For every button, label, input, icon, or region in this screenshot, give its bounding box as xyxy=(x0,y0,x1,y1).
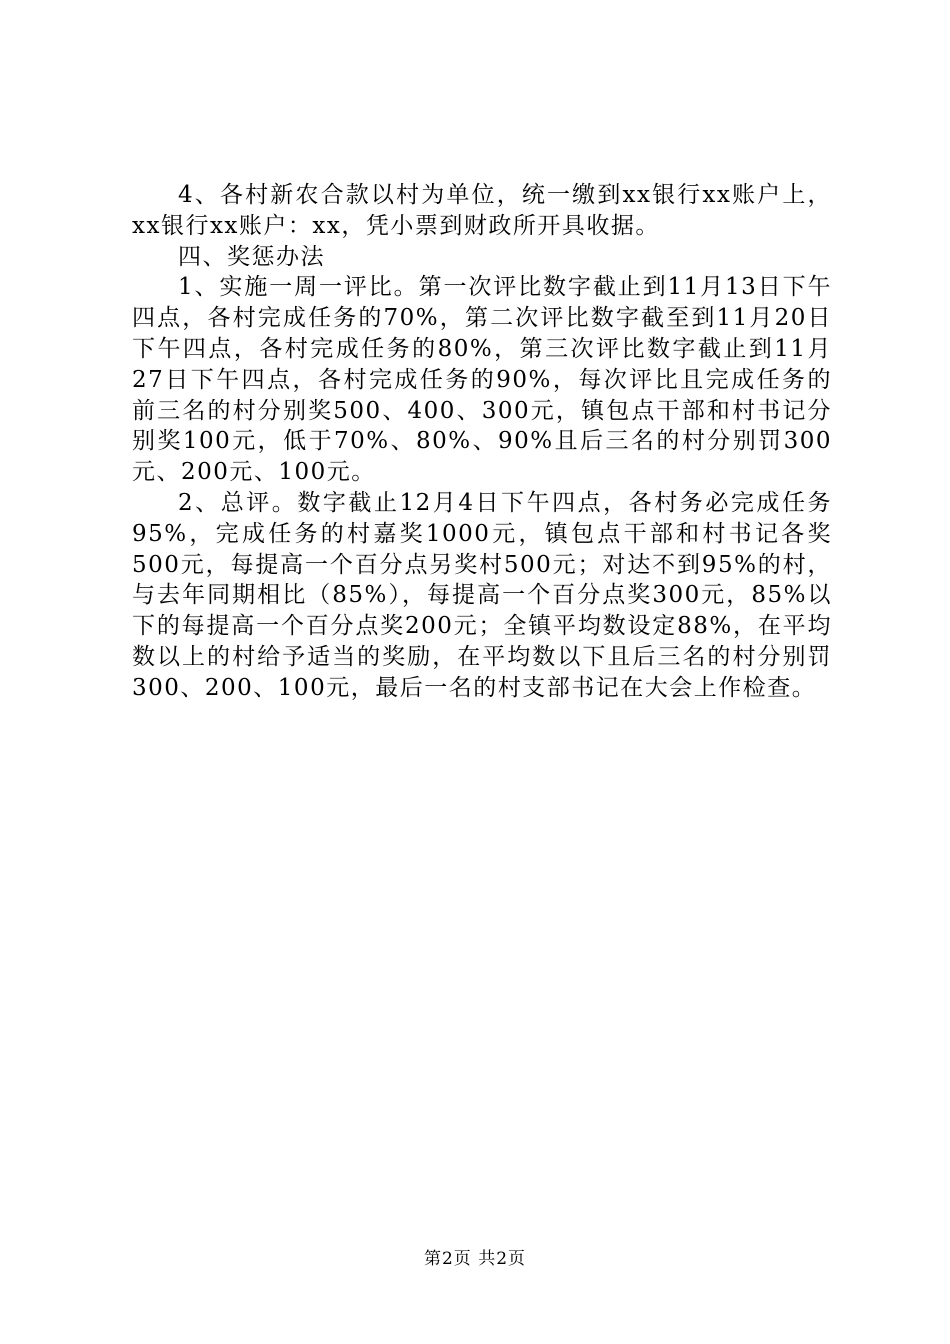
paragraph-item-4: 4、各村新农合款以村为单位，统一缴到xx银行xx账户上，xx银行xx账户：xx，凭小票到财政所开具收据。 xyxy=(132,182,832,239)
document-body xyxy=(132,180,832,704)
section-heading-rewards-penalties: 四、奖惩办法 xyxy=(178,243,325,270)
paragraph-weekly-evaluation: 1、实施一周一评比。第一次评比数字截止到11月13日下午四点，各村完成任务的70%，第二次评比数字截至到11月20日下午四点，各村完成任务的80%，第三次评比数字截止到11月27日下午四点，各村完成任务的90%，每次评比且完成任务的前三名的村分别奖500、400、300元，镇包点干部和村书记分别奖100元，低于70%、80%、90%且后三名的村分别罚300元、200元、100元。 xyxy=(132,274,832,486)
page-footer: 第2页 共2页 xyxy=(423,1249,527,1269)
paragraph-overall-evaluation: 2、总评。数字截止12月4日下午四点，各村务必完成任务95%，完成任务的村嘉奖1000元，镇包点干部和村书记各奖500元，每提高一个百分点另奖村500元；对达不到95%的村，与去年同期相比（85%），每提高一个百分点奖300元，85%以下的每提高一个百分点奖200元；全镇平均数设定88%，在平均数以上的村给予适当的奖励，在平均数以下且后三名的村分别罚300、200、100元，最后一名的村支部书记在大会上作检查。 xyxy=(132,489,832,701)
